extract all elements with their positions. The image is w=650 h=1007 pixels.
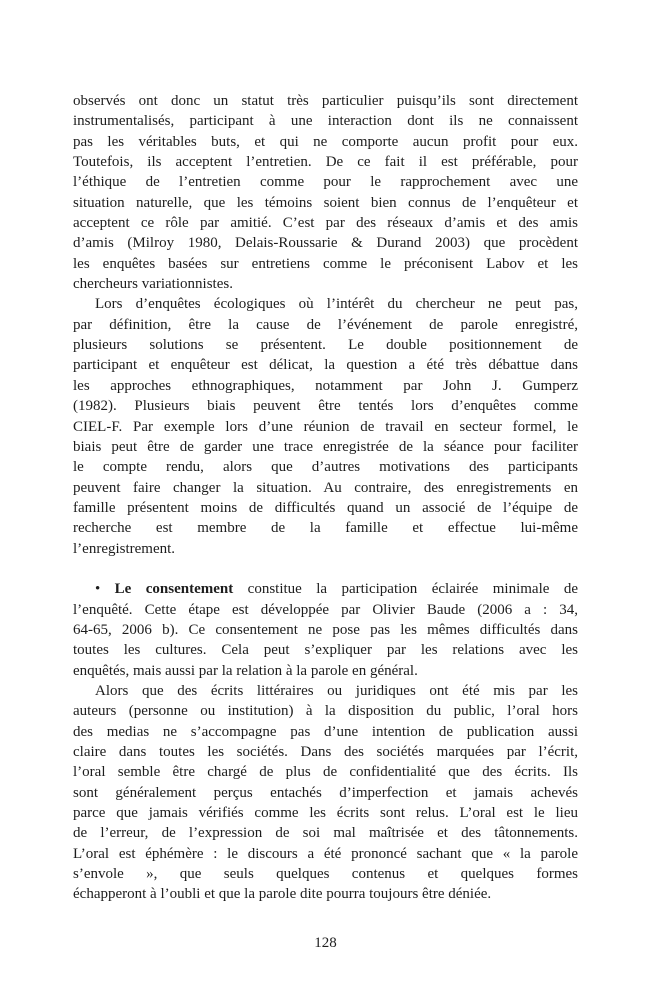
text-line: instrumentalisés, participant à une interaction dont ils ne connaissent [73, 113, 578, 130]
text-line [73, 579, 578, 599]
text-line: recherche est membre de la famille et effectue lui-même [73, 520, 578, 537]
text-line: peuvent faire changer la situation. Au contraire, des enregistrements en [73, 479, 578, 496]
text-line: parce que jamais vérifiés comme les écrits sont relus. L’oral est le lieu [73, 805, 578, 822]
text-line: situation naturelle, que les témoins soient bien connus de l’enquêteur et [73, 194, 578, 211]
text-line: d’amis (Milroy 1980, Delais-Roussarie & Durand 2003) que procèdent [73, 235, 578, 252]
text-line: 64-65, 2006 b). Ce consentement ne pose pas les mêmes difficultés dans [73, 621, 578, 638]
paragraph-consentement [73, 579, 578, 681]
page-number: 128 [314, 935, 337, 951]
paragraph-spacer [73, 559, 578, 579]
page-footer [73, 933, 578, 953]
text-line: l’éthique de l’entretien comme pour le rapprochement avec une [73, 174, 578, 191]
text-line: plusieurs solutions se présentent. Le double positionnement de [73, 337, 578, 354]
text-line: pas les véritables buts, et qui ne comporte aucun profit pour eux. [73, 133, 578, 150]
text-line: l’enregistrement. [73, 540, 176, 557]
text-line: participant et enquêteur est délicat, la question a été très débattue dans [73, 357, 578, 374]
text-line: les approches ethnographiques, notamment par John J. Gumperz [73, 377, 578, 394]
text-line: (1982). Plusieurs biais peuvent être tentés lors d’enquêtes comme [73, 398, 578, 415]
text-line: acceptent ce rôle par amitié. C’est par des réseaux d’amis et des amis [73, 215, 578, 232]
text-line: s’envole », que seuls quelques contenus et quelques formes [73, 866, 578, 883]
text-line: observés ont donc un statut très particulier puisqu’ils sont directement [73, 93, 578, 109]
text-line: le compte rendu, alors que d’autres motivations des participants [73, 459, 578, 476]
text-line: l’oral semble être chargé de plus de confidentialité que des écrits. Ils [73, 764, 578, 781]
text-line: Lors d’enquêtes écologiques où l’intérêt du chercheur ne peut pas, [95, 296, 578, 313]
text-line: enquêtés, mais aussi par la relation à la parole en général. [73, 662, 418, 679]
text-line: auteurs (personne ou institution) à la disposition du public, l’oral hors [73, 703, 578, 720]
text-line: claire dans toutes les sociétés. Dans des sociétés marquées par l’écrit, [73, 744, 578, 760]
text-line: toutes les cultures. Cela peut s’expliquer par les relations avec les [73, 642, 578, 659]
text-line: des medias ne s’accompagne pas d’une intention de publication aussi [73, 723, 578, 740]
text-line: famille présentent moins de difficultés quand un associé de l’équipe de [73, 499, 578, 516]
text-line: l’enquêté. Cette étape est développée par Olivier Baude (2006 a : 34, [73, 601, 578, 618]
paragraph-2 [73, 294, 578, 558]
text-line: CIEL-F. Par exemple lors d’une réunion de travail en secteur formel, le [73, 418, 578, 435]
text-line: Toutefois, ils acceptent l’entretien. De ce fait il est préférable, pour [73, 154, 578, 171]
text-line: chercheurs variationnistes. [73, 276, 233, 293]
text-line: L’oral est éphémère : le discours a été prononcé sachant que « la parole [73, 845, 578, 862]
text-segment: constitue la participation éclairée minimale de [233, 581, 578, 598]
text-line: Alors que des écrits littéraires ou juridiques ont été mis par les [95, 682, 578, 699]
text-line: échapperont à l’oubli et que la parole dite pourra toujours être déniée. [73, 886, 492, 903]
text-line: par définition, être la cause de l’événement de parole enregistré, [73, 316, 578, 333]
text-line: sont généralement perçus entachés d’imperfection et jamais achevés [73, 784, 578, 801]
paragraph-oral [73, 681, 578, 905]
text-line: de l’erreur, de l’expression de soi mal maîtrisée et des tâtonnements. [73, 825, 578, 842]
text-line: biais peut être de garder une trace enregistrée de la séance pour faciliter [73, 438, 578, 455]
body-text [73, 91, 578, 905]
bullet-icon: • [95, 581, 115, 598]
paragraph-1 [73, 91, 578, 294]
text-line: les enquêtes basées sur entretiens comme le préconisent Labov et les [73, 255, 578, 272]
bold-term-consentement: Le consentement [114, 581, 234, 598]
